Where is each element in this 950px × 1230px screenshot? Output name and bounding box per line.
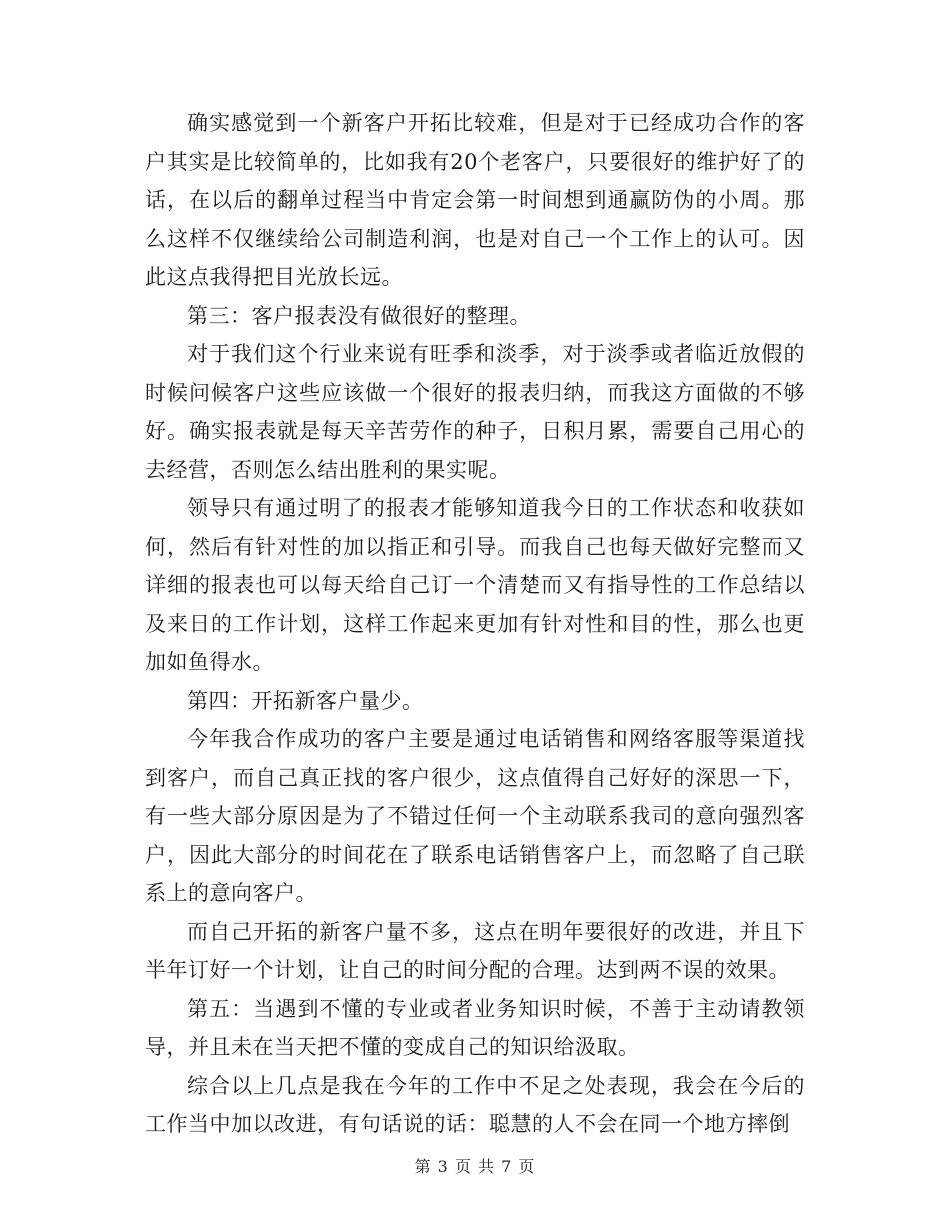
document-body [145,104,805,1144]
paragraph-5: 而自己开拓的新客户量不多，这点在明年要很好的改进，并且下半年订好一个计划，让自己的时间分配的合理。达到两不误的效果。 [145,919,805,982]
paragraph-4: 今年我合作成功的客户主要是通过电话销售和网络客服等渠道找到客户，而自己真正找的客户很少，这点值得自己好好的深思一下，有一些大部分原因是为了不错过任何一个主动联系我司的意向强烈客户，因此大部分的时间花在了联系电话销售客户上，而忽略了自己联系上的意向客户。 [145,727,805,905]
heading-point-four: 第四：开拓新客户量少。 [187,688,424,713]
paragraph-3: 领导只有通过明了的报表才能够知道我今日的工作状态和收获如何，然后有针对性的加以指正和引导。而我自己也每天做好完整而又详细的报表也可以每天给自己订一个清楚而又有指导性的工作总结以及来日的工作计划，这样工作起来更加有针对性和目的性，那么也更加如鱼得水。 [145,496,805,674]
paragraph-6: 综合以上几点是我在今年的工作中不足之处表现，我会在今后的工作当中加以改进，有句话说的话：聪慧的人不会在同一个地方摔倒 [145,1073,805,1136]
page-number-footer: 第 3 页 共 7 页 [414,1157,536,1176]
heading-point-five: 第五：当遇到不懂的专业或者业务知识时候，不善于主动请教领导，并且未在当天把不懂的变成自己的知识给汲取。 [145,996,805,1059]
heading-point-three: 第三：客户报表没有做很好的整理。 [187,303,531,328]
paragraph-1: 确实感觉到一个新客户开拓比较难，但是对于已经成功合作的客户其实是比较简单的，比如我有20个老客户，只要很好的维护好了的话，在以后的翻单过程当中肯定会第一时间想到通赢防伪的小周。那么这样不仅继续给公司制造利润，也是对自己一个工作上的认可。因此这点我得把目光放长远。 [145,111,805,289]
paragraph-2: 对于我们这个行业来说有旺季和淡季，对于淡季或者临近放假的时候问候客户这些应该做一个很好的报表归纳，而我这方面做的不够好。确实报表就是每天辛苦劳作的种子，日积月累，需要自己用心的去经营，否则怎么结出胜利的果实呢。 [145,342,805,482]
